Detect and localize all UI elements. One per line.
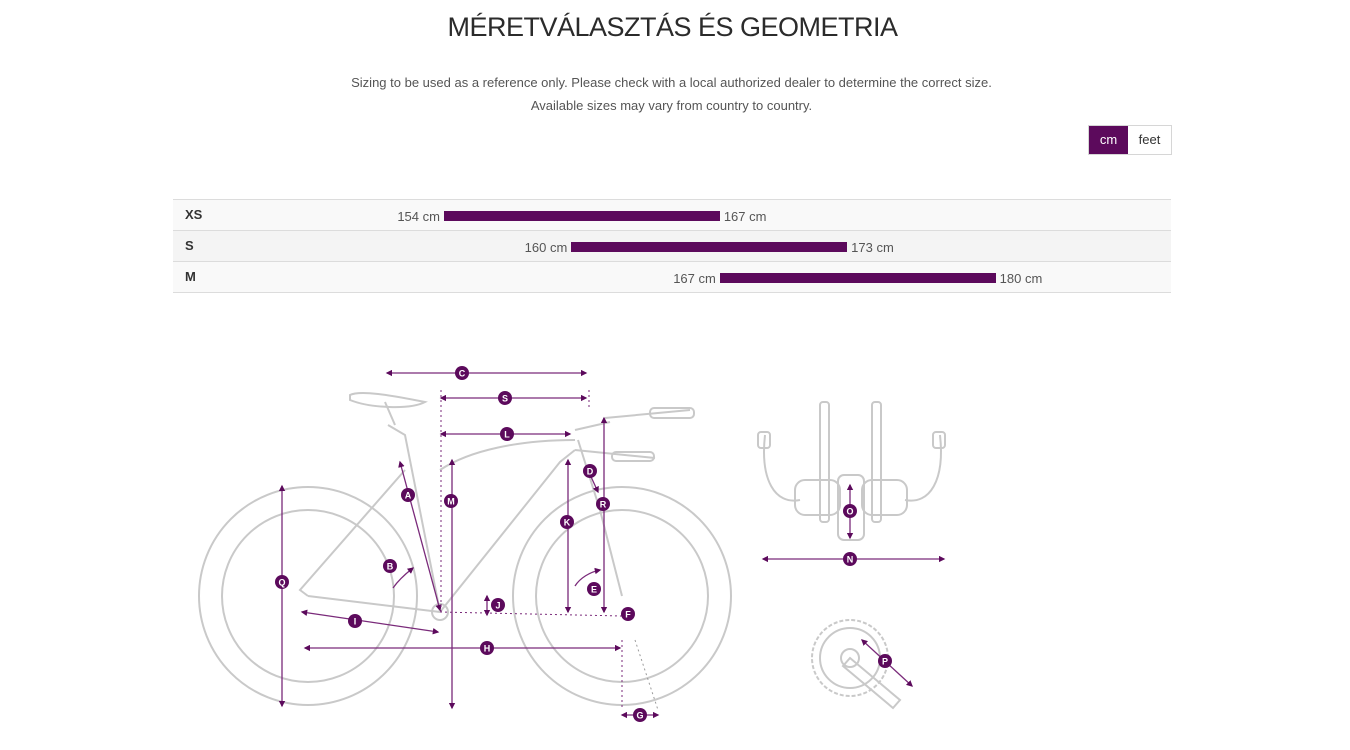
size-row <box>173 262 1171 293</box>
svg-text:K: K <box>563 517 571 528</box>
geometry-marker-e <box>587 582 601 596</box>
size-label: S <box>185 238 194 253</box>
svg-text:I: I <box>353 616 357 627</box>
svg-text:P: P <box>881 656 889 667</box>
size-range-bar <box>571 242 847 252</box>
geometry-marker-k <box>560 515 574 529</box>
geometry-marker-h <box>480 641 494 655</box>
size-max-height: 167 cm <box>723 209 767 224</box>
size-row <box>173 200 1171 231</box>
down-tube <box>440 450 575 612</box>
stem <box>575 422 610 430</box>
unit-feet-button[interactable]: feet <box>1128 126 1171 154</box>
availability-note: Available sizes may vary from country to country. <box>530 98 813 113</box>
svg-text:S: S <box>501 393 509 404</box>
geometry-marker-l <box>500 427 514 441</box>
svg-text:L: L <box>504 429 510 440</box>
geometry-marker-j <box>491 598 505 612</box>
svg-text:J: J <box>495 600 501 611</box>
geometry-markers <box>275 366 892 722</box>
size-label: M <box>185 269 196 284</box>
geometry-marker-d <box>583 464 597 478</box>
geometry-marker-o <box>843 504 857 518</box>
geometry-marker-m <box>444 494 458 508</box>
svg-text:A: A <box>404 490 412 501</box>
size-range-bar <box>444 211 720 221</box>
geometry-marker-r <box>596 497 610 511</box>
unit-cm-button[interactable]: cm <box>1089 126 1128 154</box>
svg-text:M: M <box>447 496 455 507</box>
sizing-disclaimer: Sizing to be used as a reference only. Please check with a local authorized dealer to determine the correct size. <box>351 75 992 90</box>
svg-text:R: R <box>599 499 607 510</box>
geometry-marker-g <box>633 708 647 722</box>
geometry-marker-f <box>621 607 635 621</box>
svg-text:Q: Q <box>278 577 286 588</box>
geometry-marker-n <box>843 552 857 566</box>
svg-text:B: B <box>386 561 394 572</box>
bike-geometry-diagram <box>0 340 1350 750</box>
page-title: MÉRETVÁLASZTÁS ÉS GEOMETRIA <box>447 12 898 42</box>
size-range-bar <box>720 273 996 283</box>
svg-text:G: G <box>636 710 644 721</box>
top-tube <box>440 440 575 470</box>
size-range-table <box>173 199 1171 293</box>
seatpost <box>385 402 395 425</box>
svg-text:D: D <box>586 466 594 477</box>
svg-text:E: E <box>590 584 598 595</box>
svg-text:F: F <box>625 609 631 620</box>
size-max-height: 180 cm <box>999 271 1043 286</box>
geometry-marker-b <box>383 559 397 573</box>
cockpit-front-view <box>758 402 945 540</box>
size-row <box>173 231 1171 262</box>
size-label: XS <box>185 207 203 222</box>
size-max-height: 173 cm <box>851 240 894 255</box>
geometry-marker-p <box>878 654 892 668</box>
svg-text:C: C <box>458 368 466 379</box>
seat-stay <box>300 470 405 596</box>
geometry-marker-a <box>401 488 415 502</box>
bike-outline <box>199 393 731 705</box>
geometry-marker-c <box>455 366 469 380</box>
geometry-marker-i <box>348 614 362 628</box>
size-min-height: 160 cm <box>524 240 568 255</box>
geometry-marker-q <box>275 575 289 589</box>
size-min-height: 167 cm <box>673 271 716 286</box>
unit-toggle <box>1088 125 1172 155</box>
size-min-height: 154 cm <box>397 209 440 224</box>
geometry-marker-s <box>498 391 512 405</box>
saddle <box>350 393 425 407</box>
svg-text:H: H <box>483 643 491 654</box>
svg-text:O: O <box>846 506 854 517</box>
chain-stay <box>308 596 440 612</box>
svg-text:N: N <box>846 554 854 565</box>
